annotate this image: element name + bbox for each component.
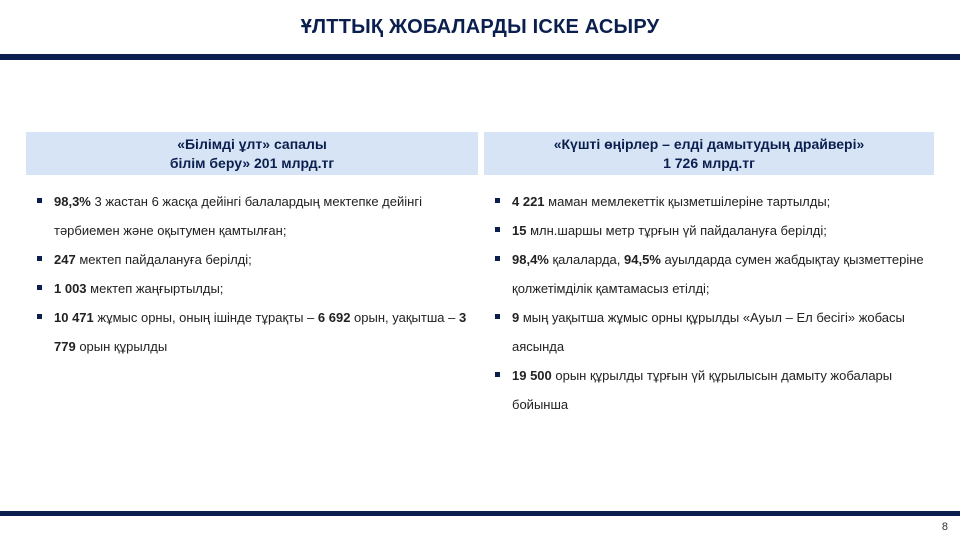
bullet-square-icon bbox=[495, 314, 500, 319]
item-figure: 247 bbox=[54, 252, 76, 267]
top-divider bbox=[0, 54, 960, 60]
column-header-left bbox=[26, 132, 478, 175]
page-number: 8 bbox=[941, 521, 948, 533]
column-header-left-line2: білім беру» 201 млрд.тг bbox=[169, 155, 335, 171]
item-figure: 19 500 bbox=[512, 368, 552, 383]
item-figure: 98,4% bbox=[512, 252, 549, 267]
item-text: жұмыс орны, оның ішінде тұрақты – bbox=[93, 310, 318, 325]
column-header-right-line2: 1 726 млрд.тг bbox=[663, 155, 755, 171]
item-text: 3 жастан 6 жасқа дейінгі балалардың мектепке дейінгі тәрбиемен және оқытумен қамтылған; bbox=[54, 194, 422, 238]
bullet-list-left bbox=[26, 187, 478, 361]
bullet-list-right bbox=[484, 187, 934, 419]
column-kushti-onirler bbox=[484, 132, 934, 419]
bullet-square-icon bbox=[495, 256, 500, 261]
item-figure: 10 471 bbox=[54, 310, 94, 325]
item-figure: 1 003 bbox=[54, 281, 87, 296]
list-item bbox=[494, 361, 928, 419]
item-figure: 15 bbox=[512, 223, 527, 238]
bottom-divider bbox=[0, 511, 960, 516]
item-figure: 3 779 bbox=[54, 310, 467, 354]
item-text: ауылдарда сумен жабдықтау қызметтеріне қолжетімділік қамтамасыз етілді; bbox=[512, 252, 924, 296]
item-text: орын, уақытша – bbox=[350, 310, 459, 325]
item-figure: 9 bbox=[512, 310, 520, 325]
item-figure: 94,5% bbox=[624, 252, 661, 267]
list-item bbox=[36, 187, 468, 245]
column-header-right-line1: «Күшті өңірлер – елді дамытудың драйвері» bbox=[553, 136, 865, 152]
bullet-square-icon bbox=[37, 314, 42, 319]
list-item bbox=[36, 245, 468, 274]
column-header-left-line1: «Білімді ұлт» сапалы bbox=[177, 136, 327, 152]
bullet-square-icon bbox=[37, 256, 42, 261]
bullet-square-icon bbox=[37, 198, 42, 203]
item-text: орын құрылды тұрғын үй құрылысын дамыту жобалары бойынша bbox=[512, 368, 893, 412]
item-figure: 4 221 bbox=[512, 194, 545, 209]
item-text: мың уақытша жұмыс орны құрылды «Ауыл – Ел бесігі» жобасы аясында bbox=[512, 310, 905, 354]
item-figure: 98,3% bbox=[54, 194, 91, 209]
bullet-square-icon bbox=[37, 285, 42, 290]
item-text: мектеп жаңғыртылды; bbox=[86, 281, 224, 296]
list-item bbox=[494, 245, 928, 303]
item-text: қалаларда, bbox=[548, 252, 625, 267]
item-text: маман мемлекеттік қызметшілеріне тартылды; bbox=[544, 194, 831, 209]
bullet-square-icon bbox=[495, 372, 500, 377]
page-title: ҰЛТТЫҚ ЖОБАЛАРДЫ ІСКЕ АСЫРУ bbox=[300, 16, 660, 38]
item-text: мектеп пайдалануға берілді; bbox=[75, 252, 252, 267]
item-text: млн.шаршы метр тұрғын үй пайдалануға берілді; bbox=[526, 223, 827, 238]
column-bilimdi-ult bbox=[26, 132, 478, 361]
column-header-right bbox=[484, 132, 934, 175]
bullet-square-icon bbox=[495, 227, 500, 232]
bullet-square-icon bbox=[495, 198, 500, 203]
list-item bbox=[36, 303, 468, 361]
item-text: орын құрылды bbox=[75, 339, 168, 354]
list-item bbox=[494, 303, 928, 361]
list-item bbox=[494, 187, 928, 216]
list-item bbox=[36, 274, 468, 303]
list-item bbox=[494, 216, 928, 245]
item-figure: 6 692 bbox=[317, 310, 351, 325]
